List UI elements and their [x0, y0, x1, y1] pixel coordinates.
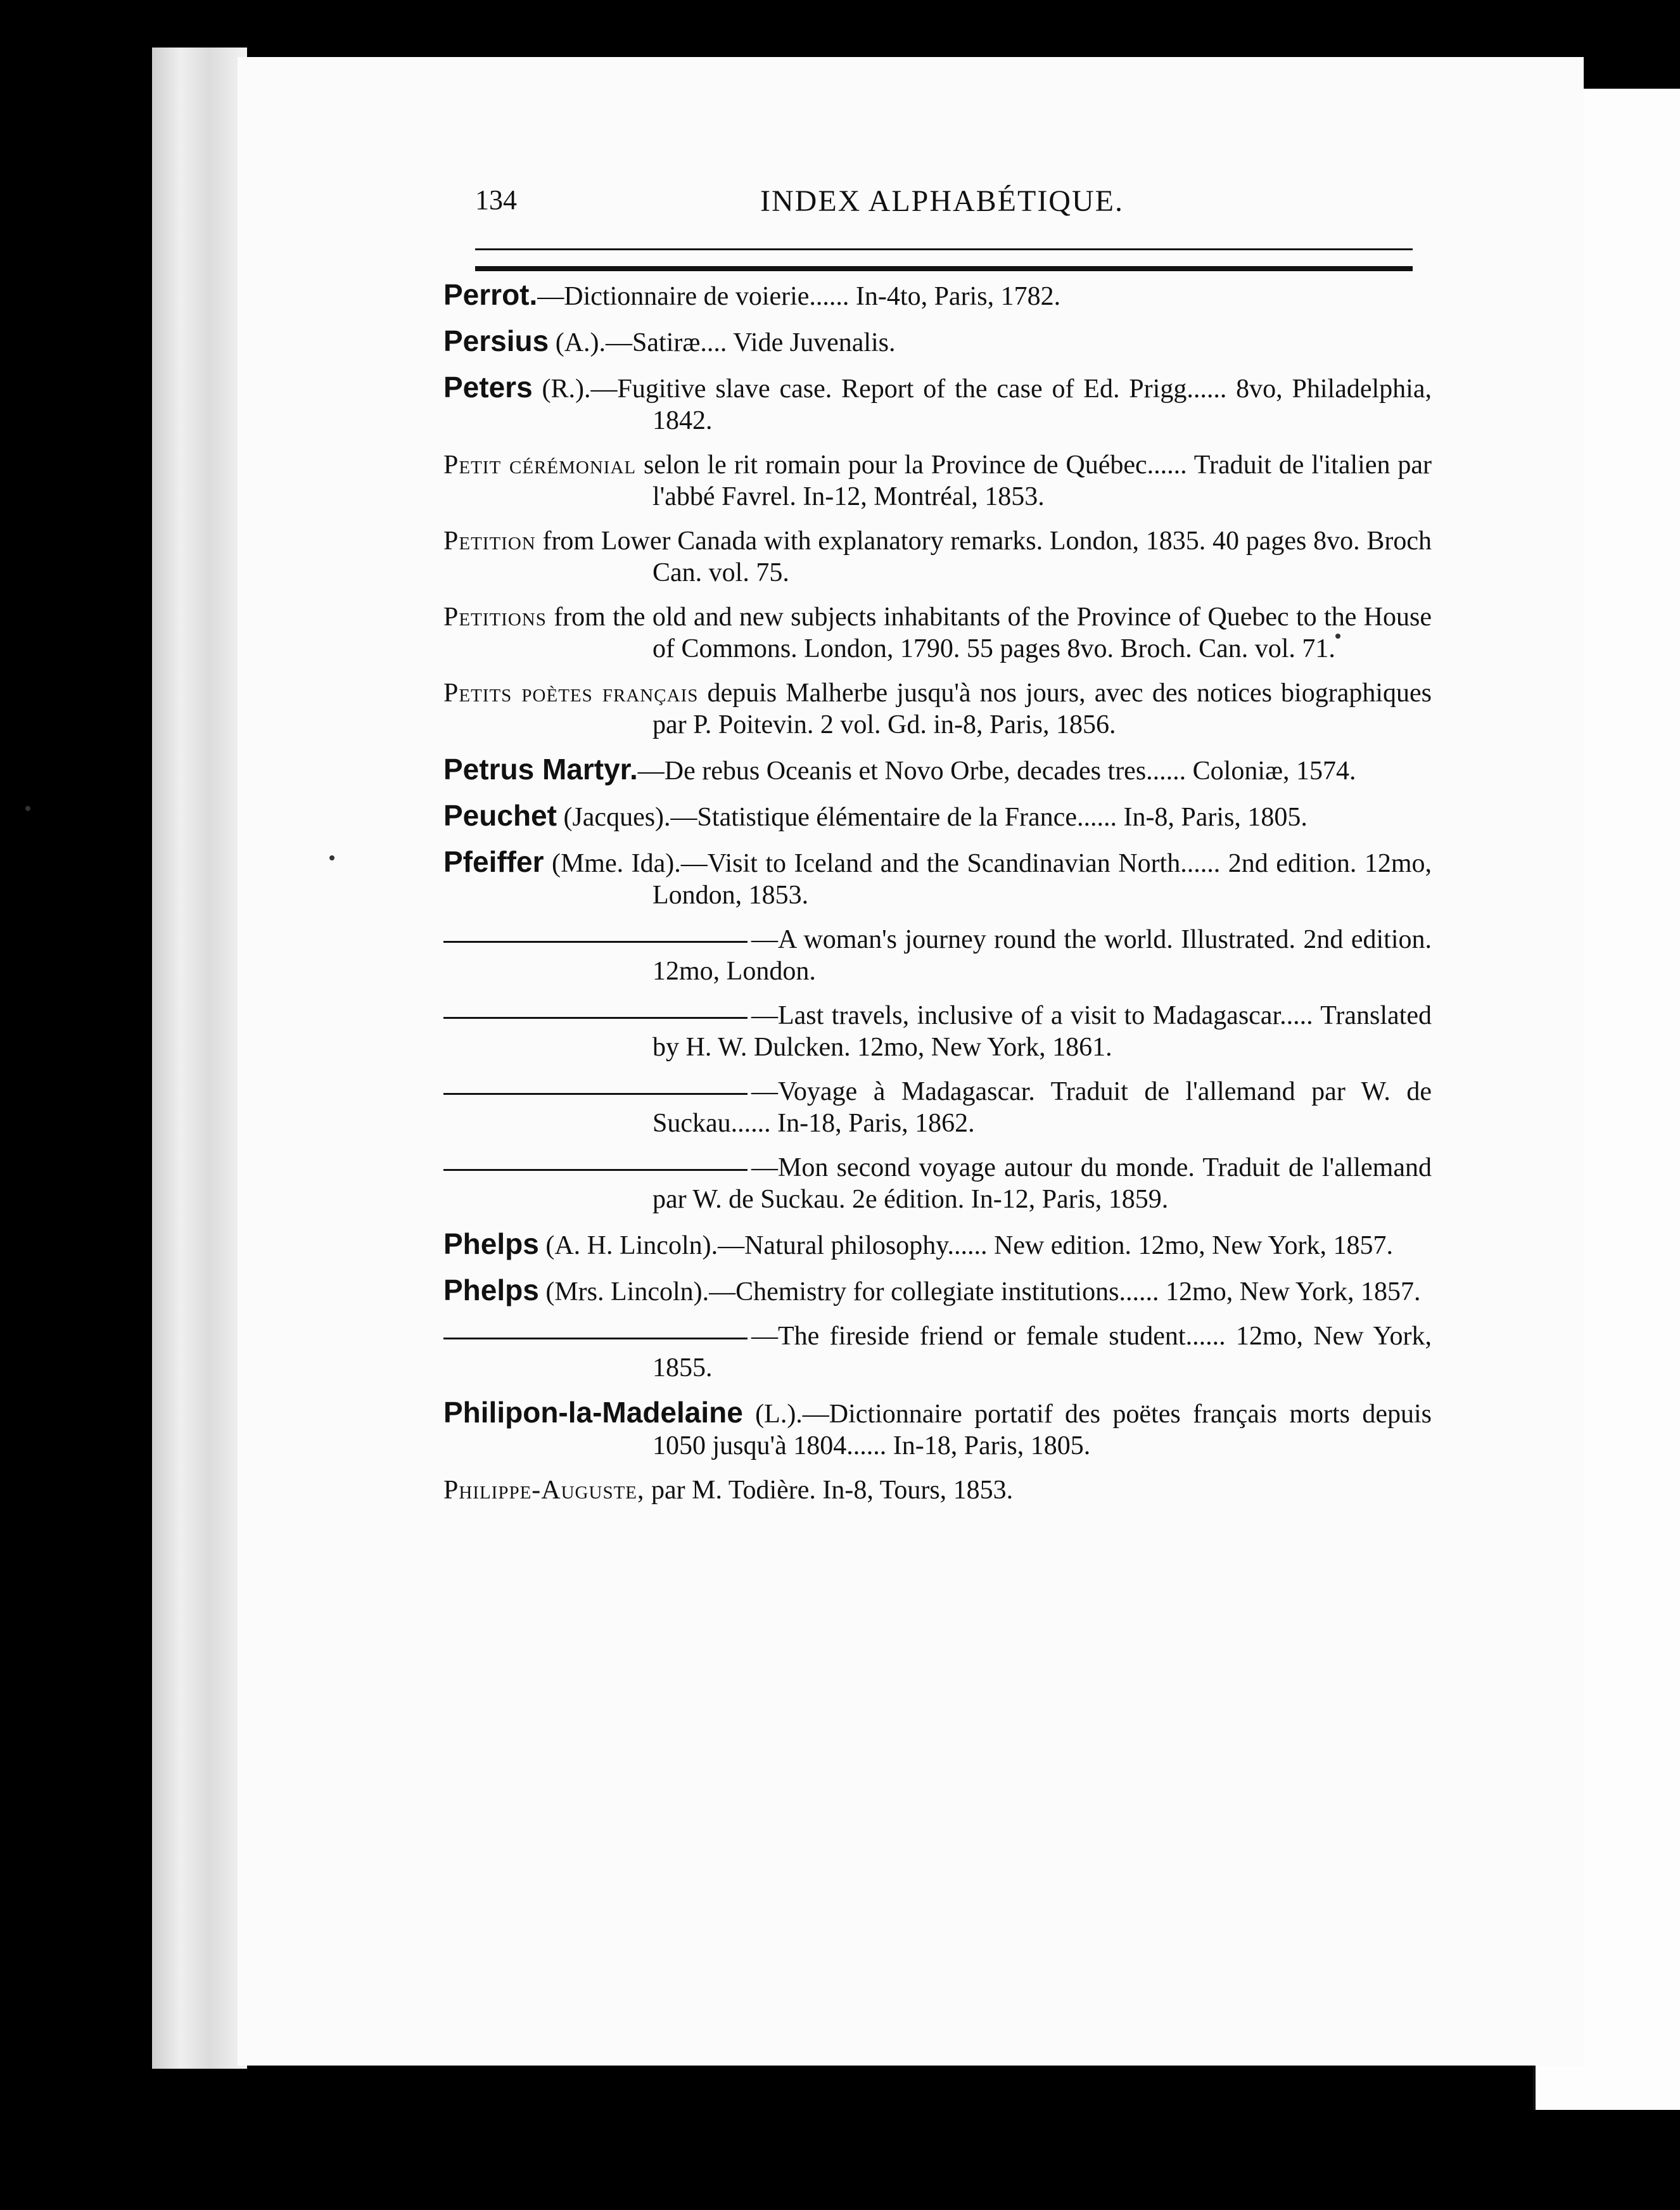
- index-entry: [443, 325, 1432, 359]
- entry-text: (A.).—Satiræ.... Vide Juvenalis.: [549, 328, 896, 357]
- entry-heading: Petit cérémonial: [443, 450, 637, 480]
- entry-heading: Pfeiffer: [443, 845, 544, 878]
- scan-speck: [25, 806, 30, 811]
- page-header: [475, 184, 1615, 234]
- index-entry: [443, 1152, 1432, 1215]
- entry-heading: Philipon-la-Madelaine: [443, 1396, 743, 1429]
- index-entry: [443, 800, 1432, 833]
- entry-text: (A. H. Lincoln).—Natural philosophy...... New edition. 12mo, New York, 1857.: [538, 1231, 1393, 1260]
- entry-text: —Voyage à Madagascar. Traduit de l'allemand par W. de Suckau...... In-18, Paris, 1862.: [652, 1077, 1432, 1138]
- ditto-dash: [443, 1169, 748, 1171]
- entry-text: from Lower Canada with explanatory remarks. London, 1835. 40 pages 8vo. Broch Can. vol. 75.: [535, 527, 1432, 587]
- entry-text: —The fireside friend or female student...... 12mo, New York, 1855.: [652, 1322, 1432, 1383]
- index-entry: [443, 1076, 1432, 1139]
- ditto-dash: [443, 941, 748, 943]
- entry-heading: Phelps: [443, 1274, 539, 1306]
- ditto-dash: [443, 1093, 748, 1095]
- entry-text: from the old and new subjects inhabitants of the Province of Quebec to the House of Commons. London, 1790. 55 pages 8vo. Broch. Can. vol. 71.: [546, 603, 1432, 663]
- entry-heading: Petrus Martyr.: [443, 753, 638, 786]
- running-title: INDEX ALPHABÉTIQUE.: [760, 184, 1124, 218]
- index-entry: [443, 1396, 1432, 1462]
- index-entry: [443, 601, 1432, 665]
- index-entry: [443, 846, 1432, 911]
- header-rule-thick: [475, 266, 1413, 271]
- scan-speck: [329, 855, 334, 860]
- entry-text: (R.).—Fugitive slave case. Report of the case of Ed. Prigg...... 8vo, Philadelphia, 1842.: [532, 374, 1432, 435]
- entry-text: —Dictionnaire de voierie...... In-4to, Paris, 1782.: [537, 282, 1061, 311]
- index-entry: [443, 753, 1432, 787]
- index-entry: [443, 677, 1432, 741]
- entry-heading: Peuchet: [443, 799, 557, 832]
- entry-heading: Petition: [443, 527, 536, 556]
- header-rule-thin: [475, 248, 1413, 250]
- index-entry: [443, 924, 1432, 987]
- book-page-edge: [152, 48, 247, 2069]
- entry-heading: Philippe-Auguste,: [443, 1476, 645, 1505]
- index-entry: [443, 371, 1432, 437]
- scan-speck: [1335, 634, 1340, 639]
- entry-text: selon le rit romain pour la Province de Québec...... Traduit de l'italien par l'abbé Favrel. In-12, Montréal, 1853.: [636, 450, 1432, 511]
- entry-heading: Petits poètes français: [443, 679, 699, 708]
- entry-text: (Mrs. Lincoln).—Chemistry for collegiate institutions...... 12mo, New York, 1857.: [538, 1277, 1421, 1306]
- entry-text: (Mme. Ida).—Visit to Iceland and the Scandinavian North...... 2nd edition. 12mo, London, 1853.: [544, 849, 1432, 910]
- entry-heading: Peters: [443, 371, 533, 404]
- entry-heading: Perrot.: [443, 278, 538, 311]
- index-entry: [443, 1320, 1432, 1384]
- entry-heading: Petitions: [443, 603, 547, 632]
- index-entry: [443, 525, 1432, 589]
- ditto-dash: [443, 1338, 748, 1339]
- entry-text: par M. Todière. In-8, Tours, 1853.: [644, 1476, 1014, 1505]
- entry-text: —De rebus Oceanis et Novo Orbe, decades tres...... Coloniæ, 1574.: [637, 757, 1356, 786]
- ditto-dash: [443, 1017, 748, 1019]
- entry-text: depuis Malherbe jusqu'à nos jours, avec des notices biographiques par P. Poitevin. 2 vol. Gd. in-8, Paris, 1856.: [652, 679, 1432, 739]
- entry-text: (L.).—Dictionnaire portatif des poëtes français morts depuis 1050 jusqu'à 1804...... In-18, Paris, 1805.: [652, 1400, 1432, 1460]
- index-entry: [443, 1474, 1432, 1506]
- index-entries: [443, 279, 1432, 1506]
- entry-text: (Jacques).—Statistique élémentaire de la France...... In-8, Paris, 1805.: [556, 803, 1308, 832]
- index-entry: [443, 279, 1432, 312]
- entry-text: —Last travels, inclusive of a visit to Madagascar..... Translated by H. W. Dulcken. 12mo, New York, 1861.: [652, 1001, 1432, 1062]
- index-entry: [443, 449, 1432, 513]
- index-entry: [443, 1228, 1432, 1261]
- entry-heading: Persius: [443, 324, 549, 357]
- index-entry: [443, 1274, 1432, 1308]
- entry-heading: Phelps: [443, 1227, 539, 1260]
- index-entry: [443, 1000, 1432, 1063]
- entry-text: —Mon second voyage autour du monde. Traduit de l'allemand par W. de Suckau. 2e édition. In-12, Paris, 1859.: [652, 1153, 1432, 1214]
- entry-text: —A woman's journey round the world. Illustrated. 2nd edition. 12mo, London.: [652, 925, 1432, 986]
- page-number: 134: [475, 184, 517, 215]
